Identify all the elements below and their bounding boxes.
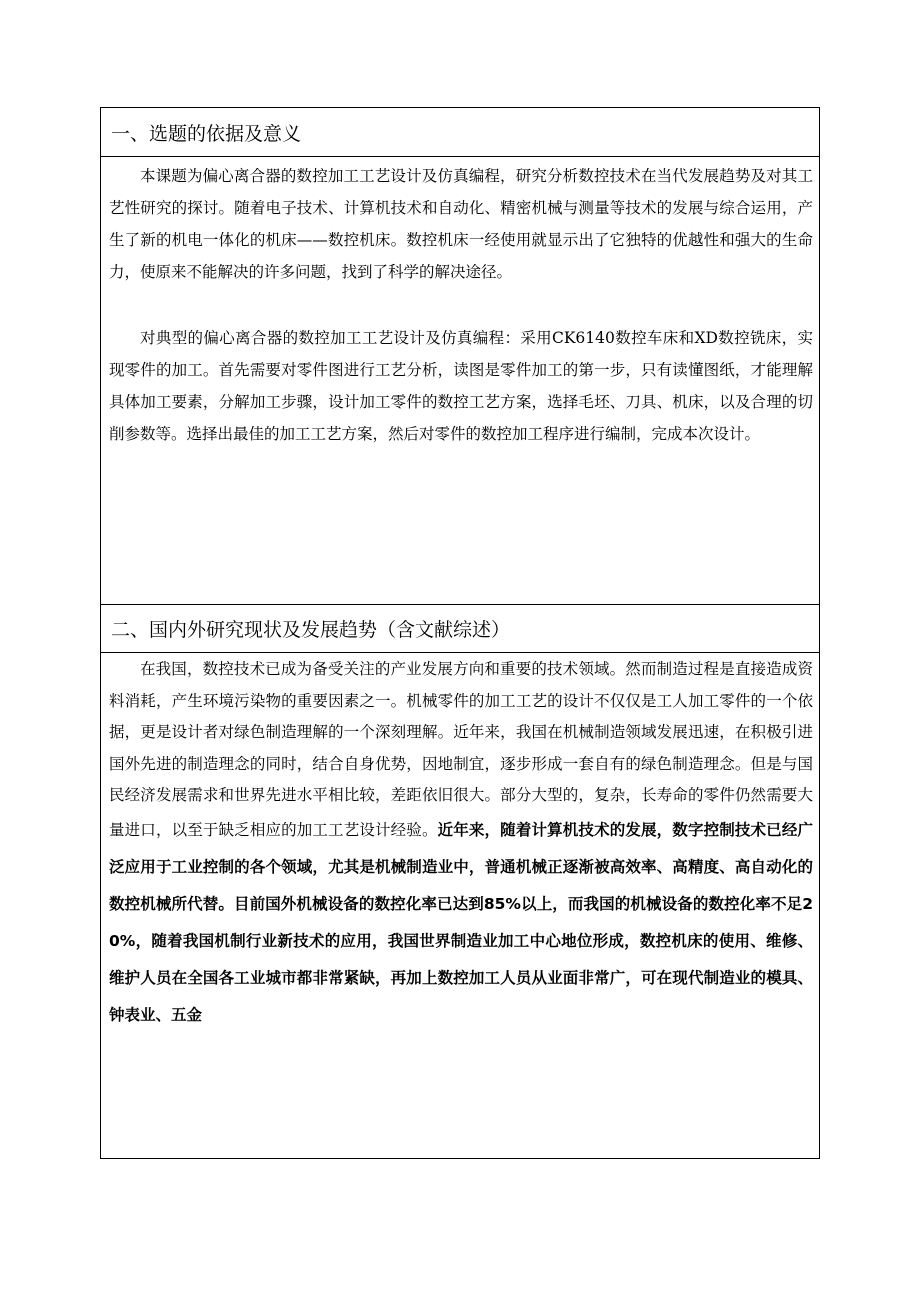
section-2-paragraph-lead: 在我国，数控技术已成为备受关注的产业发展方向和重要的技术领域。然而制造过程是直接造成资料消耗，产生环境污染物的重要因素之一。机械零件的加工工艺的设计不仅仅是工人加工零件的一个依据，更是设计者对绿色制造理解的一个深刻理解。近年来，我国在机械制造领域发展迅速，在积极引进国外先进的制造理念的同时，结合自身优势，因地制宜，逐步形成一套自有的绿色制造理念。但是与国民经济发展需求和世界先进水平相比较，差距依旧很大。部分大型的，复杂，长寿命的零件仍然需要大量进口，以至于缺乏相应的加工工艺设计经验。 xyxy=(109,660,813,839)
section-1-paragraph-1: 本课题为偏心离合器的数控加工工艺设计及仿真编程，研究分析数控技术在当代发展趋势及对其工艺性研究的探讨。随着电子技术、计算机技术和自动化、精密机械与测量等技术的发展与综合运用，产生了新的机电一体化的机床——数控机床。数控机床一经使用就显示出了它独特的优越性和强大的生命力，使原来不能解决的许多问题，找到了科学的解决途径。 xyxy=(109,167,813,281)
section-2-title: 二、国内外研究现状及发展趋势（含文献综述） xyxy=(101,604,819,653)
section-1-title: 一、选题的依据及意义 xyxy=(101,108,819,157)
section-2-paragraph xyxy=(109,654,813,1034)
section-2-paragraph-bold: 近年来，随着计算机技术的发展，数字控制技术已经广泛应用于工业控制的各个领域，尤其是机械制造业中，普通机械正逐渐被高效率、高精度、高自动化的数控机械所代替。目前国外机械设备的数控化率已达到85%以上，而我国的机械设备的数控化率不足20%，随着我国机制行业新技术的应用，我国世界制造业加工中心地位形成，数控机床的使用、维修、维护人员在全国各工业城市都非常紧缺，再加上数控加工人员从业面非常广，可在现代制造业的模具、钟表业、五金 xyxy=(109,820,813,1024)
section-1-paragraph-2: 对典型的偏心离合器的数控加工工艺设计及仿真编程：采用CK6140数控车床和XD数控铣床，实现零件的加工。首先需要对零件图进行工艺分析，读图是零件加工的第一步，只有读懂图纸，才能理解具体加工要素，分解加工步骤，设计加工零件的数控工艺方案，选择毛坯、刀具、机床，以及合理的切削参数等。选择出最佳的加工工艺方案，然后对零件的数控加工程序进行编制，完成本次设计。 xyxy=(109,329,813,443)
document-table xyxy=(100,107,820,1159)
